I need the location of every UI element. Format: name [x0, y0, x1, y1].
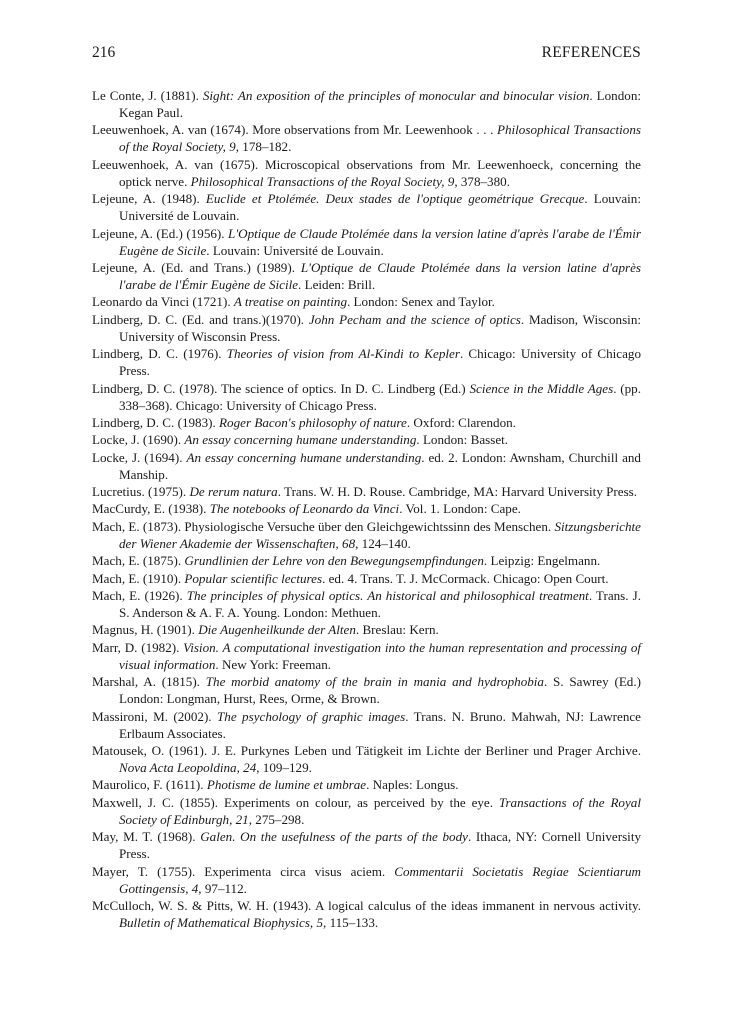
reference-text: May, M. T. (1968).	[92, 829, 201, 845]
reference-details: . Madison, Wisconsin: University of Wisconsin Press.	[119, 311, 642, 344]
reference-details: . Trans. N. Bruno. Mahwah, NJ: Lawrence Erlbaum Associates.	[119, 708, 641, 741]
reference-entry	[92, 621, 641, 638]
reference-details: . London: Kegan Paul.	[119, 88, 641, 120]
reference-entry	[92, 311, 641, 345]
reference-details: , 115–133.	[323, 914, 379, 930]
reference-text: Maxwell, J. C. (1855). Experiments on colour, as perceived by the eye.	[92, 794, 499, 810]
reference-entry	[92, 190, 641, 224]
reference-title: Science in the Middle Ages	[469, 380, 614, 396]
reference-text: Mach, E. (1875).	[92, 553, 185, 569]
reference-details: , 97–112.	[198, 880, 247, 896]
reference-entry	[92, 570, 641, 587]
reference-entry	[92, 449, 641, 483]
reference-entry	[92, 587, 641, 621]
reference-title: Euclide et Ptolémée. Deux stades de l'optique geométrique Grecque	[205, 191, 585, 207]
reference-details: . Vol. 1. London: Cape.	[399, 501, 521, 517]
reference-text: Leeuwenhoek, A. van (1674). More observations from Mr. Leewenhook . . .	[92, 122, 497, 138]
reference-entry	[92, 794, 641, 828]
reference-details: . London: Senex and Taylor.	[347, 294, 495, 310]
reference-text: Lejeune, A. (Ed.) (1956).	[92, 225, 229, 241]
reference-details: . Leiden: Brill.	[298, 276, 376, 292]
reference-details: . Trans. J. S. Anderson & A. F. A. Young. London: Methuen.	[119, 588, 641, 621]
reference-title: The morbid anatomy of the brain in mania and hydrophobia	[205, 674, 544, 690]
reference-text: Mach, E. (1926).	[92, 588, 187, 604]
reference-title: Galen. On the usefulness of the parts of the body	[200, 829, 468, 845]
page-header	[92, 44, 641, 64]
reference-entry	[92, 293, 641, 310]
reference-text: Magnus, H. (1901).	[92, 622, 199, 638]
reference-title: Popular scientific lectures	[184, 570, 323, 586]
running-head: REFERENCES	[541, 44, 641, 61]
reference-details: , 178–182.	[235, 139, 292, 155]
reference-text: MacCurdy, E. (1938).	[92, 501, 210, 517]
reference-details: . New York: Freeman.	[215, 656, 332, 672]
reference-entry	[92, 431, 641, 448]
reference-details: . (pp. 338–368). Chicago: University of Chicago Press.	[119, 380, 641, 413]
reference-title: Philosophical Transactions of the Royal Society, 9	[119, 122, 641, 155]
reference-details: , 378–380.	[454, 173, 510, 189]
reference-title: Die Augenheilkunde der Alten	[198, 622, 356, 638]
reference-details: . S. Sawrey (Ed.) London: Longman, Hurst, Rees, Orme, & Brown.	[119, 674, 641, 707]
reference-text: Massironi, M. (2002).	[92, 708, 217, 724]
reference-entry	[92, 414, 641, 431]
reference-text: Lindberg, D. C. (Ed. and trans.)(1970).	[92, 311, 309, 327]
reference-title: Nova Acta Leopoldina, 24	[119, 759, 257, 775]
reference-title: An essay concerning humane understanding	[184, 432, 417, 448]
reference-text: Lindberg, D. C. (1978). The science of optics. In D. C. Lindberg (Ed.)	[92, 380, 470, 396]
reference-entry	[92, 87, 641, 121]
reference-title: Bulletin of Mathematical Biophysics, 5	[119, 914, 324, 930]
reference-text: Marshal, A. (1815).	[92, 674, 206, 690]
reference-details: . Oxford: Clarendon.	[406, 414, 516, 430]
reference-title: Philosophical Transactions of the Royal Society, 9	[190, 173, 455, 189]
reference-entry	[92, 639, 641, 673]
reference-title: De rerum natura	[189, 484, 278, 500]
reference-entry	[92, 673, 641, 707]
reference-details: , 124–140.	[355, 535, 411, 551]
reference-entry	[92, 518, 641, 552]
reference-details: . Louvain: Université de Louvain.	[119, 191, 641, 224]
reference-entry	[92, 156, 641, 190]
reference-details: . Leipzig: Engelmann.	[483, 553, 601, 569]
reference-list	[92, 87, 641, 931]
reference-title: Sight: An exposition of the principles of monocular and binocular vision	[202, 88, 590, 103]
reference-details: , 275–298.	[248, 811, 305, 827]
reference-details: . Chicago: University of Chicago Press.	[119, 346, 642, 379]
reference-text: McCulloch, W. S. & Pitts, W. H. (1943). A logical calculus of the ideas immanent in nervous activity.	[92, 897, 641, 913]
reference-title: L'Optique de Claude Ptolémée dans la version latine d'après l'arabe de l'Émir Eugène de Sicile	[119, 225, 641, 258]
reference-entry	[92, 776, 641, 793]
reference-title: L'Optique de Claude Ptolémée dans la version latine d'après l'arabe de l'Émir Eugène de Sicile	[119, 259, 642, 292]
reference-text: Locke, J. (1694).	[92, 449, 187, 465]
reference-text: Leeuwenhoek, A. van (1675). Microscopical observations from Mr. Leewenhoeck, concerning the optick nerve.	[92, 156, 641, 189]
reference-text: Le Conte, J. (1881).	[92, 88, 203, 103]
reference-title: An essay concerning humane understanding	[186, 449, 422, 465]
reference-text: Locke, J. (1690).	[92, 432, 185, 448]
reference-title: Vision. A computational investigation into the human representation and processing of visual information	[119, 639, 642, 672]
reference-details: . Louvain: Université de Louvain.	[206, 242, 384, 258]
reference-entry	[92, 380, 641, 414]
reference-details: . Trans. W. H. D. Rouse. Cambridge, MA: Harvard University Press.	[277, 484, 638, 500]
reference-entry	[92, 225, 641, 259]
reference-entry	[92, 552, 641, 569]
reference-text: Mayer, T. (1755). Experimenta circa visus aciem.	[92, 863, 395, 879]
reference-text: Matousek, O. (1961). J. E. Purkynes Leben und Tätigkeit im Lichte der Berliner und Prager Archive.	[92, 742, 641, 758]
reference-text: Lindberg, D. C. (1976).	[92, 346, 227, 362]
reference-text: Mach, E. (1873). Physiologische Versuche über den Gleichgewichtssinn des Menschen.	[92, 518, 555, 534]
reference-title: Roger Bacon's philosophy of nature	[219, 414, 407, 430]
reference-text: Lucretius. (1975).	[92, 484, 190, 500]
reference-details: . Ithaca, NY: Cornell University Press.	[119, 829, 641, 862]
reference-text: Mach, E. (1910).	[92, 570, 185, 586]
reference-title: Grundlinien der Lehre von den Bewegungsempfindungen	[184, 553, 484, 569]
reference-text: Marr, D. (1982).	[92, 639, 184, 655]
reference-title: The principles of physical optics. An historical and philosophical treatment	[186, 588, 589, 604]
reference-entry	[92, 121, 641, 155]
reference-entry	[92, 483, 641, 500]
reference-title: Sitzungsberichte der Wiener Akademie der Wissenschaften, 68	[119, 518, 641, 551]
reference-title: Commentarii Societatis Regiae Scientiarum Gottingensis, 4	[119, 863, 641, 896]
reference-text: Maurolico, F. (1611).	[92, 777, 207, 793]
reference-title: The notebooks of Leonardo da Vinci	[209, 501, 400, 517]
reference-entry	[92, 708, 641, 742]
reference-entry	[92, 897, 641, 931]
reference-text: Lejeune, A. (1948).	[92, 191, 206, 207]
reference-title: John Pecham and the science of optics	[308, 311, 521, 327]
reference-details: . ed. 4. Trans. T. J. McCormack. Chicago: Open Court.	[322, 570, 609, 586]
reference-details: . London: Basset.	[416, 432, 509, 448]
reference-entry	[92, 828, 641, 862]
reference-text: Leonardo da Vinci (1721).	[92, 294, 234, 310]
reference-text: Lindberg, D. C. (1983).	[92, 414, 220, 430]
reference-text: Lejeune, A. (Ed. and Trans.) (1989).	[92, 259, 301, 275]
reference-details: . Naples: Longus.	[366, 777, 459, 793]
reference-entry	[92, 345, 641, 379]
reference-entry	[92, 259, 641, 293]
reference-title: Photisme de lumine et umbrae	[206, 777, 367, 793]
reference-title: Transactions of the Royal Society of Edinburgh, 21	[119, 794, 641, 827]
reference-title: Theories of vision from Al-Kindi to Kepler	[226, 346, 460, 362]
reference-details: . Breslau: Kern.	[355, 622, 439, 638]
reference-entry	[92, 742, 641, 776]
reference-title: A treatise on painting	[233, 294, 347, 310]
reference-details: . ed. 2. London: Awnsham, Churchill and Manship.	[119, 449, 641, 482]
reference-entry	[92, 500, 641, 517]
page-number: 216	[92, 44, 116, 61]
reference-title: The psychology of graphic images	[217, 708, 406, 724]
reference-entry	[92, 863, 641, 897]
reference-details: , 109–129.	[256, 759, 312, 775]
